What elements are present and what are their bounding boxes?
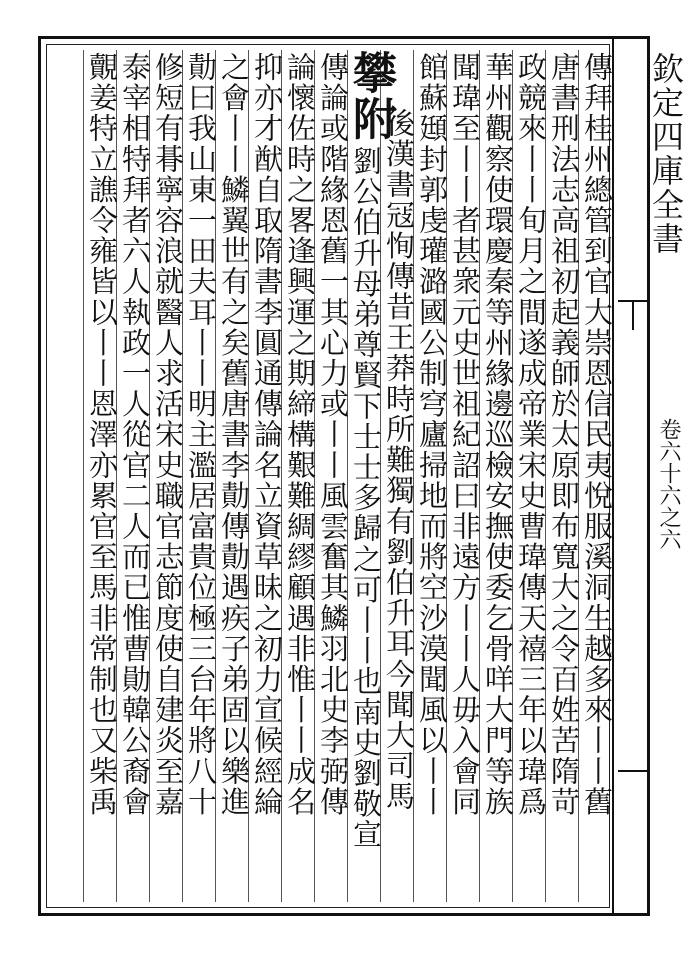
text-column: 抑亦才猷自取隋書李圓通傳論名立資草昧之初力宣候經綸 — [250, 52, 284, 817]
text-column: 館蘇頲封郭虔瓘潞國公制穹廬掃地而將空沙漠聞風以丨丨 — [415, 52, 449, 817]
juan-number: 卷六十六之六 — [656, 418, 681, 550]
text-column: 勣曰我山東一田夫耳丨丨明主濫居富貴位極三台年將八十 — [184, 52, 218, 817]
text-column: 傳論或階緣恩舊一其心力或丨丨風雲奮其鱗羽北史李弼傳 — [316, 52, 350, 817]
banxin-margin — [612, 36, 652, 916]
column-rule — [83, 50, 84, 902]
text-column: 後漢書冦恂傳昔王莽時所難獨有劉伯升耳今聞大司馬 — [382, 108, 416, 812]
text-column: 泰宰相特拜者六人執政一人從官二人而已惟曹勛韓公裔會 — [118, 52, 152, 817]
text-column: 覿姜特立譙令雍皆以丨丨恩澤亦累官至馬非常制也又柴禹 — [85, 52, 119, 817]
text-column: 政競來丨丨旬月之間遂成帝業宋史曹瑋傳天禧三年以瑋爲 — [514, 52, 548, 817]
book-title: 欽定四庫全書 — [647, 52, 685, 256]
text-column: 之會丨丨鱗翼世有之矣舊唐書李勣傳勣遇疾子弟固以樂進 — [217, 52, 251, 817]
text-column: 華州觀察使環慶秦等州緣邊巡檢安撫使委乞骨咩大門等族 — [481, 52, 515, 817]
text-column: 論懷佐時之畧逢興運之期締構艱難綢繆顧遇非惟丨丨成名 — [283, 52, 317, 817]
text-column: 傳拜桂州總管到官大崇恩信民夷悅服溪洞生越多來丨丨舊 — [580, 52, 614, 817]
text-column: 劉公伯升母弟尊賢下士士多歸之可丨丨也南史劉敬宣 — [349, 146, 383, 850]
text-column: 修短有朞寧容浪就醫人求活宋史職官志節度使自建炎至嘉 — [151, 52, 185, 817]
text-column: 聞瑋至丨丨者甚衆元史世祖紀詔曰非遠方丨丨人毋入會同 — [448, 52, 482, 817]
text-column: 唐書刑法志高祖初起義師於太原即布寬大之令百姓苦隋苛 — [547, 52, 581, 817]
fishtail-bottom — [618, 770, 648, 772]
fishtail-notch — [632, 300, 634, 330]
section-heading: 攀附 — [345, 50, 396, 142]
